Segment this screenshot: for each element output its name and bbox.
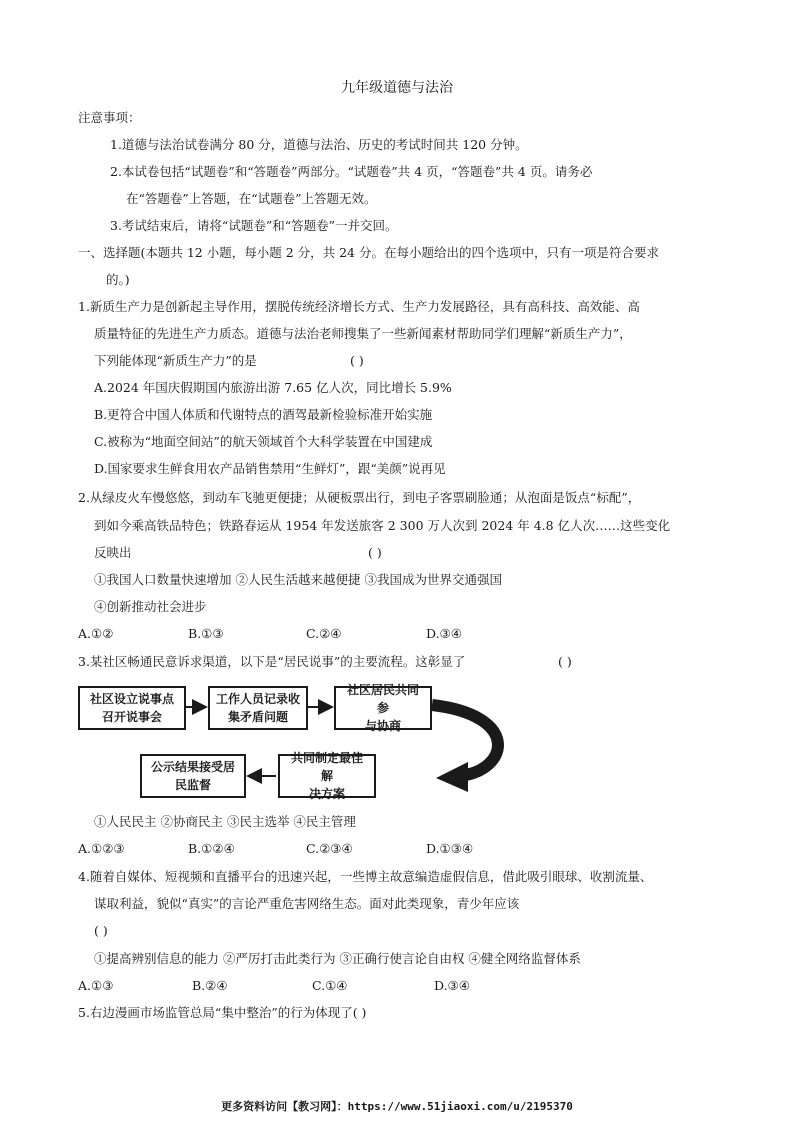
question-2-text: 2.从绿皮火车慢悠悠，到动车飞驰更便捷；从硬板票出行，到电子客票刷脸通；从泡面是饭点“标配”， [78,490,641,505]
question-2-option: D.③④ [426,626,462,641]
question-1-option: A.2024 年国庆假期国内旅游出游 7.65 亿人次，同比增长 5.9% [94,380,452,395]
question-4-option: C.①④ [312,978,348,993]
question-1-option: B.更符合中国人体质和代谢特点的酒驾最新检验标准开始实施 [94,407,433,422]
question-3-option: B.①②④ [188,841,235,856]
question-2-text: 反映出 [94,545,132,560]
question-1-text: 下列能体现“新质生产力”的是 [94,353,257,368]
question-2-option: B.①③ [188,626,224,641]
flow-step-2: 工作人员记录收 集矛盾问题 [208,686,308,730]
answer-bracket: ( ) [94,923,108,938]
question-1-option: D.国家要求生鲜食用农产品销售禁用“生鲜灯”，跟“美颜”说再见 [94,461,446,476]
answer-bracket: ( ) [368,545,382,560]
question-4-text: 4.随着自媒体、短视频和直播平台的迅速兴起，一些博主故意编造虚假信息，借此吸引眼球、收割流量、 [78,869,653,884]
notice-item: 在“答题卷”上答题，在“试题卷”上答题无效。 [126,191,377,206]
question-3-option: A.①②③ [78,841,125,856]
question-3-option: D.①③④ [426,841,474,856]
answer-bracket: ( ) [558,654,572,669]
question-4-statements: ①提高辨别信息的能力 ②严厉打击此类行为 ③正确行使言论自由权 ④健全网络监督体系 [94,951,581,966]
notice-item: 3.考试结束后，请将“试题卷”和“答题卷”一并交回。 [110,218,398,233]
section-heading: 一、选择题(本题共 12 小题，每小题 2 分，共 24 分。在每小题给出的四个选项中，只有一项是符合要求 [78,245,659,260]
question-2-option: C.②④ [306,626,342,641]
page-title: 九年级道德与法治 [341,80,453,96]
question-4-option: D.③④ [434,978,470,993]
question-2-text: 到如今乘高铁品特色；铁路春运从 1954 年发送旅客 2 300 万人次到 2024 年 4.8 亿人次……这些变化 [94,518,671,533]
flow-step-3: 社区居民共同参 与协商 [334,686,432,730]
answer-bracket: ( ) [350,353,364,368]
question-4-option: A.①③ [78,978,114,993]
flow-step-5: 公示结果接受居 民监督 [140,754,246,798]
question-4-option: B.②④ [192,978,228,993]
question-1-text: 1.新质生产力是创新起主导作用，摆脱传统经济增长方式、生产力发展路径，具有高科技、高效能、高 [78,299,640,314]
question-2-statements: ④创新推动社会进步 [94,599,207,614]
notice-item: 1.道德与法治试卷满分 80 分，道德与法治、历史的考试时间共 120 分钟。 [110,137,528,152]
section-heading-cont: 的。) [106,272,130,287]
question-2-option: A.①② [78,626,114,641]
question-3-text: 3.某社区畅通民意诉求渠道，以下是“居民说事”的主要流程。这彰显了 [78,654,466,669]
question-3-option: C.②③④ [306,841,353,856]
flow-curved-arrowhead [436,762,468,792]
notice-item: 2.本试卷包括“试题卷”和“答题卷”两部分。“试题卷”共 4 页，“答题卷”共 4 页。请务必 [110,164,593,179]
footer-link[interactable]: 更多资料访问【教习网】：https://www.51jiaoxi.com/u/2195370 [221,1100,573,1113]
flow-step-1: 社区设立说事点 召开说事会 [78,686,186,730]
question-1-option: C.被称为“地面空间站”的航天领域首个大科学装置在中国建成 [94,434,433,449]
flow-step-4: 共同制定最佳解 决方案 [278,754,376,798]
notice-heading: 注意事项： [78,110,141,125]
question-5-text: 5.右边漫画市场监管总局“集中整治”的行为体现了( ) [78,1005,367,1020]
question-3-statements: ①人民民主 ②协商民主 ③民主选举 ④民主管理 [94,814,356,829]
question-4-text: 谋取利益，貌似“真实”的言论严重危害网络生态。面对此类现象，青少年应该 [94,896,520,911]
question-2-statements: ①我国人口数量快速增加 ②人民生活越来越便捷 ③我国成为世界交通强国 [94,572,502,587]
question-1-text: 质量特征的先进生产力质态。道德与法治老师搜集了一些新闻素材帮助同学们理解“新质生产力”， [94,326,632,341]
